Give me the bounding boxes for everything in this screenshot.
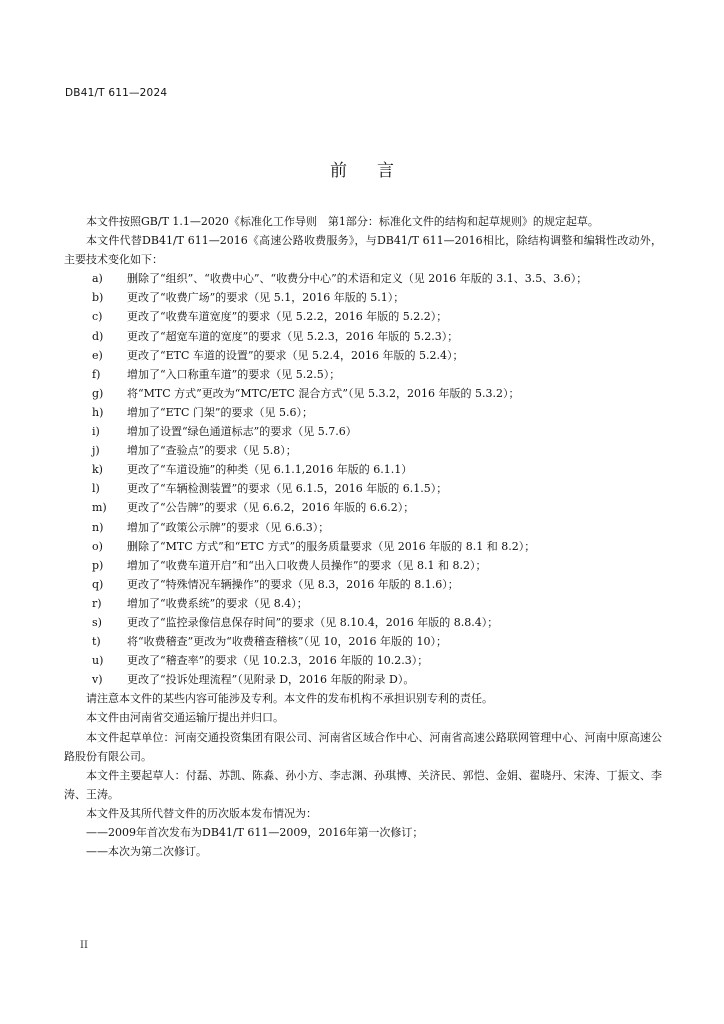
document-code: DB41/T 611—2024 [65,87,168,99]
drafting-units-paragraph: 本文件起草单位：河南交通投资集团有限公司、河南省区域合作中心、河南省高速公路联网管理中心、河南中原高速公路股份有限公司。 [64,730,662,763]
page-title: 前言 [330,161,424,181]
drafters-paragraph: 本文件主要起草人：付磊、苏凯、陈淼、孙小方、李志渊、孙琪博、关济民、郭恺、金娟、翟晓丹、宋涛、丁振文、李涛、王涛。 [64,768,662,801]
change-item-label: o) [92,539,103,553]
intro-paragraph: 本文件代替DB41/T 611—2016《高速公路收费服务》，与DB41/T 611—2016相比，除结构调整和编辑性改动外，主要技术变化如下： [64,234,662,267]
change-item-label: c) [92,310,103,324]
change-list-item [64,498,662,517]
change-list-item [64,537,662,556]
change-list-item [64,422,662,441]
change-list [64,269,662,689]
change-item-label: i) [92,425,100,439]
change-item-text: 更改了“车道设施”的种类（见 6.1.1,2016 年版的 6.1.1） [127,463,413,477]
proposer-paragraph: 本文件由河南省交通运输厅提出并归口。 [86,711,284,725]
change-item-text: 增加了设置“绿色通道标志”的要求（见 5.7.6） [127,425,357,439]
change-item-text: 更改了“特殊情况车辆操作”的要求（见 8.3，2016 年版的 8.1.6）； [127,577,459,591]
change-list-item [64,365,662,384]
change-item-label: p) [92,558,104,572]
change-item-text: 增加了“政策公示牌”的要求（见 6.6.3）； [127,520,330,534]
history-intro: 本文件及其所代替文件的历次版本发布情况为： [86,806,317,820]
change-list-item [64,346,662,365]
change-item-text: 删除了“组织”、“收费中心”、“收费分中心”的术语和定义（见 2016 年版的 3.1、3.5、3.6）； [127,272,588,286]
change-item-label: k) [92,463,103,477]
change-item-text: 增加了“ETC 门架”的要求（见 5.6）； [127,405,314,419]
change-item-text: 增加了“入口称重车道”的要求（见 5.2.5）； [127,367,341,381]
change-item-label: l) [92,482,100,496]
document-body [64,212,662,861]
change-list-item [64,441,662,460]
change-item-label: t) [92,635,101,649]
change-item-label: q) [92,577,104,591]
change-item-text: 更改了“投诉处理流程”（见附录 D，2016 年版的附录 D）。 [127,673,415,687]
history-item: ——本次为第二次修订。 [86,845,207,859]
change-list-item [64,613,662,632]
change-item-label: g) [92,386,104,400]
change-item-text: 增加了“收费车道开启”和“出入口收费人员操作”的要求（见 8.1 和 8.2）； [127,558,487,572]
change-item-text: 增加了“查验点”的要求（见 5.8）； [127,444,297,458]
change-item-text: 将“收费稽查”更改为“收费稽查稽核”（见 10，2016 年版的 10）； [127,635,447,649]
change-item-label: n) [92,520,104,534]
change-item-label: v) [92,673,103,687]
change-item-label: r) [92,596,102,610]
change-list-item [64,479,662,498]
change-list-item [64,556,662,575]
change-item-text: 将“MTC 方式”更改为“MTC/ETC 混合方式”（见 5.3.2，2016 年版的 5.3.2）； [127,386,520,400]
change-list-item [64,575,662,594]
change-item-text: 增加了“收费系统”的要求（见 8.4）； [127,596,308,610]
change-list-item [64,327,662,346]
change-list-item [64,460,662,479]
change-item-label: f) [92,367,101,381]
change-item-label: e) [92,348,103,362]
change-list-item [64,384,662,403]
change-item-text: 更改了“监控录像信息保存时间”的要求（见 8.10.4，2016 年版的 8.8.4）； [127,615,499,629]
change-item-label: m) [92,501,107,515]
change-item-label: d) [92,329,104,343]
change-list-item [64,518,662,537]
patent-notice: 请注意本文件的某些内容可能涉及专利。本文件的发布机构不承担识别专利的责任。 [86,692,493,706]
history-item: ——2009年首次发布为DB41/T 611—2009，2016年第一次修订； [86,826,424,839]
change-item-label: j) [92,444,100,458]
change-list-item [64,594,662,613]
change-list-item [64,632,662,651]
change-list-item [64,307,662,326]
change-item-text: 更改了“公告牌”的要求（见 6.6.2，2016 年版的 6.6.2）； [127,501,415,515]
change-item-text: 更改了“车辆检测装置”的要求（见 6.1.5，2016 年版的 6.1.5）； [127,482,448,496]
change-item-label: b) [92,291,104,305]
change-item-label: a) [92,272,103,286]
change-list-item [64,288,662,307]
intro-paragraph: 本文件按照GB/T 1.1—2020《标准化工作导则 第1部分：标准化文件的结构和起草规则》的规定起草。 [86,215,599,228]
change-item-text: 更改了“ETC 车道的设置”的要求（见 5.2.4，2016 年版的 5.2.4）； [127,348,464,362]
change-item-text: 更改了“超宽车道的宽度”的要求（见 5.2.3，2016 年版的 5.2.3）； [127,329,459,343]
change-item-text: 更改了“收费车道宽度”的要求（见 5.2.2，2016 年版的 5.2.2）； [127,310,448,324]
change-item-label: h) [92,405,104,419]
change-list-item [64,403,662,422]
change-item-text: 更改了“稽查率”的要求（见 10.2.3，2016 年版的 10.2.3）； [127,654,429,668]
change-item-label: s) [92,615,102,629]
page-number: II [80,940,88,951]
change-item-text: 更改了“收费广场”的要求（见 5.1，2016 年版的 5.1）； [127,291,405,305]
change-item-text: 删除了“MTC 方式”和“ETC 方式”的服务质量要求（见 2016 年版的 8.1 和 8.2）； [127,539,536,553]
change-list-item [64,651,662,670]
change-list-item [64,269,662,288]
change-list-item [64,670,662,689]
change-item-label: u) [92,654,104,668]
